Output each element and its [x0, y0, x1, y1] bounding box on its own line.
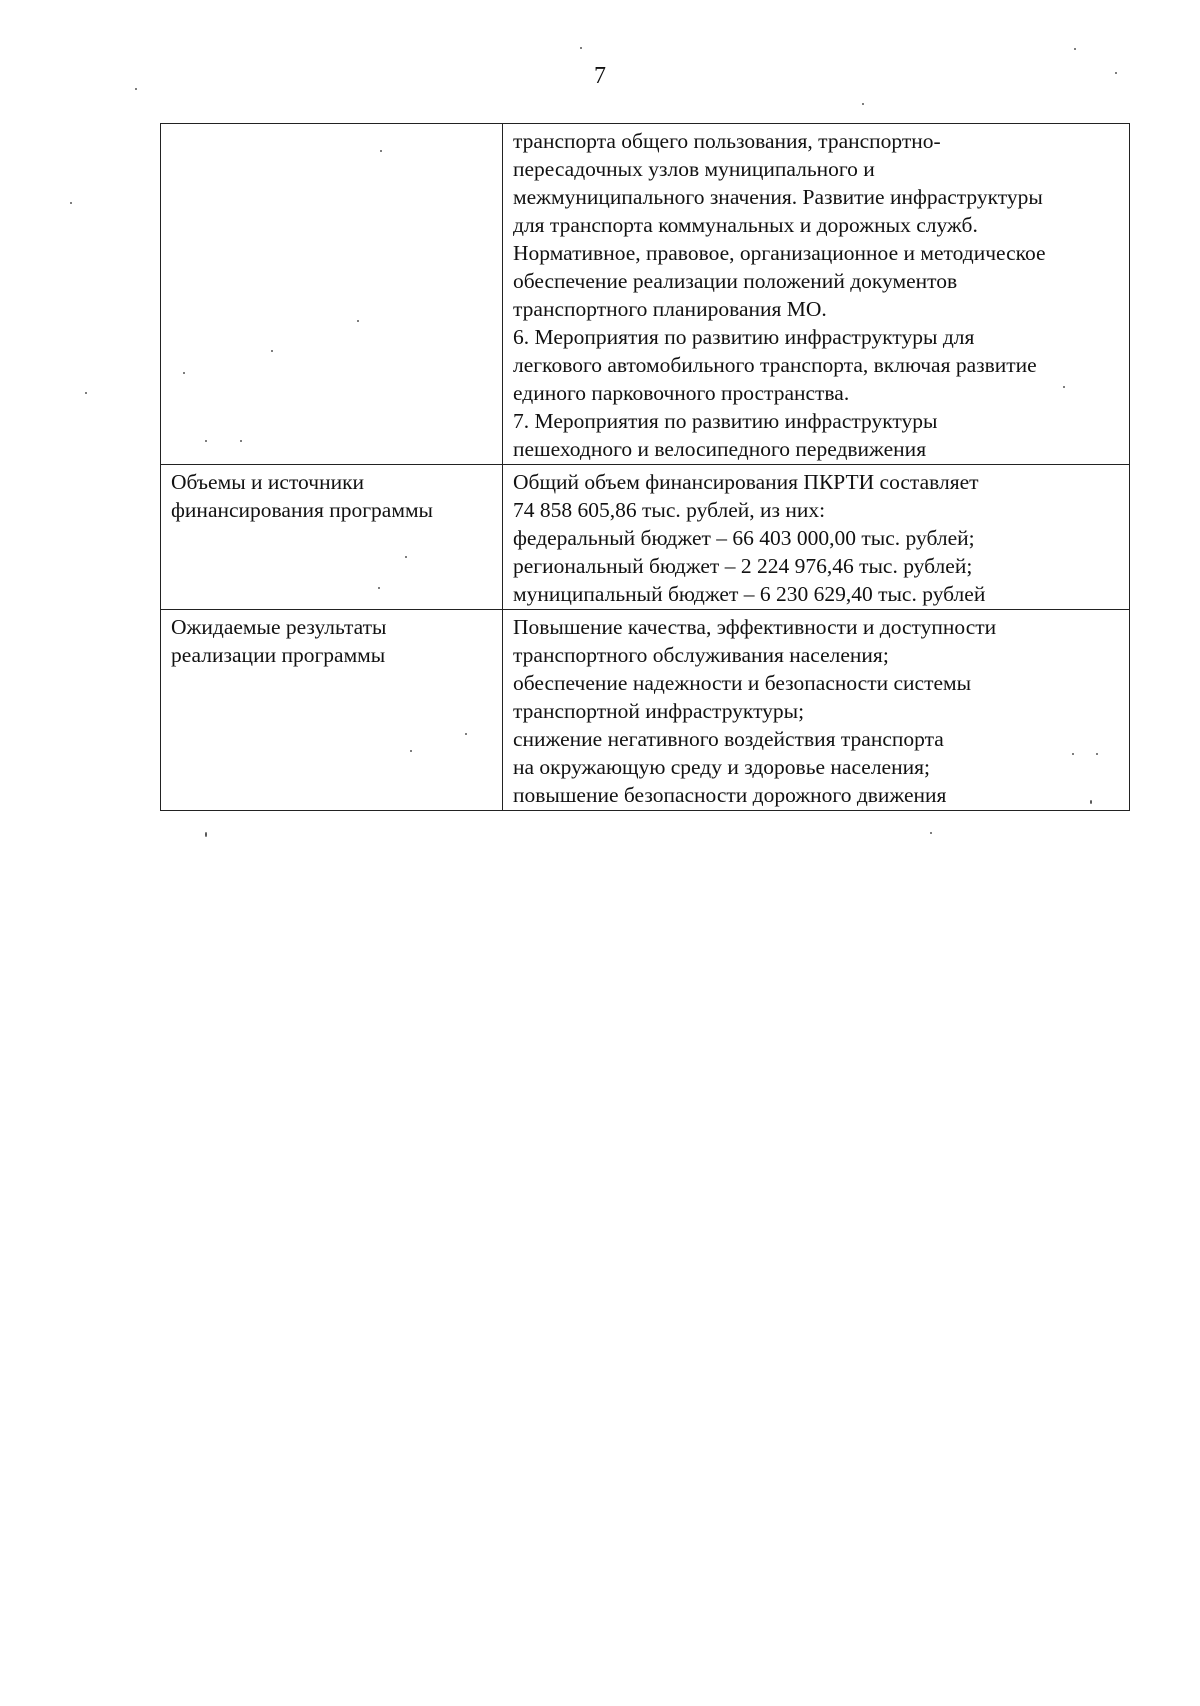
- content-line: 74 858 605,86 тыс. рублей, из них:: [513, 498, 826, 522]
- content-line: 6. Мероприятия по развитию инфраструктуры для: [513, 325, 975, 349]
- content-line: межмуниципального значения. Развитие инфраструктуры: [513, 185, 1043, 209]
- scan-speck: [1063, 386, 1065, 388]
- scan-speck: [357, 320, 359, 322]
- table-row-results: [161, 610, 1130, 811]
- label-line: финансирования программы: [171, 498, 433, 522]
- scan-speck: [405, 556, 407, 558]
- scan-speck: [378, 587, 380, 589]
- content-cell-activities: [503, 124, 1130, 465]
- content-line: обеспечение реализации положений документов: [513, 269, 958, 293]
- content-line: пересадочных узлов муниципального и: [513, 157, 875, 181]
- label-cell-activities: [161, 124, 503, 465]
- content-line: Нормативное, правовое, организационное и методическое: [513, 241, 1046, 265]
- content-line: для транспорта коммунальных и дорожных служб.: [513, 213, 978, 237]
- table-row-financing: [161, 465, 1130, 610]
- label-cell-results: [161, 610, 503, 811]
- content-line: повышение безопасности дорожного движения: [513, 783, 947, 807]
- scan-speck: [70, 202, 72, 204]
- content-cell-results: [503, 610, 1130, 811]
- content-line: на окружающую среду и здоровье населения;: [513, 755, 930, 779]
- program-passport-table: [160, 123, 1130, 811]
- content-line: снижение негативного воздействия транспорта: [513, 727, 944, 751]
- content-line: обеспечение надежности и безопасности системы: [513, 671, 972, 695]
- scan-speck: [1072, 753, 1074, 755]
- label-line: реализации программы: [171, 643, 386, 667]
- content-line: Повышение качества, эффективности и доступности: [513, 615, 997, 639]
- scan-speck: [205, 832, 207, 837]
- scan-speck: [135, 88, 137, 90]
- scan-speck: [1090, 800, 1092, 804]
- content-line: пешеходного и велосипедного передвижения: [513, 437, 927, 461]
- scan-speck: [271, 350, 273, 352]
- label-cell-financing: [161, 465, 503, 610]
- scan-speck: [183, 372, 185, 374]
- scan-speck: [1115, 72, 1117, 74]
- table-row-activities: [161, 124, 1130, 465]
- content-line: федеральный бюджет – 66 403 000,00 тыс. рублей;: [513, 526, 975, 550]
- content-line: региональный бюджет – 2 224 976,46 тыс. рублей;: [513, 554, 973, 578]
- content-line: транспорта общего пользования, транспортно-: [513, 129, 941, 153]
- scan-speck: [85, 392, 87, 394]
- label-line: Ожидаемые результаты: [171, 615, 387, 639]
- content-cell-financing: [503, 465, 1130, 610]
- content-line: транспортного обслуживания населения;: [513, 643, 889, 667]
- scan-speck: [410, 750, 412, 752]
- scan-speck: [205, 440, 207, 442]
- scan-speck: [1074, 48, 1076, 50]
- page-number: 7: [594, 63, 606, 89]
- scan-speck: [1096, 753, 1098, 755]
- scan-speck: [240, 440, 242, 442]
- content-line: 7. Мероприятия по развитию инфраструктуры: [513, 409, 938, 433]
- content-line: единого парковочного пространства.: [513, 381, 850, 405]
- scan-speck: [930, 832, 932, 834]
- scan-speck: [380, 150, 382, 152]
- content-line: транспортного планирования МО.: [513, 297, 827, 321]
- content-line: транспортной инфраструктуры;: [513, 699, 805, 723]
- scan-speck: [580, 47, 582, 49]
- content-line: легкового автомобильного транспорта, включая развитие: [513, 353, 1037, 377]
- scan-speck: [465, 733, 467, 735]
- content-line: Общий объем финансирования ПКРТИ составляет: [513, 470, 979, 494]
- content-line: муниципальный бюджет – 6 230 629,40 тыс. рублей: [513, 582, 986, 606]
- scan-speck: [862, 103, 864, 105]
- label-line: Объемы и источники: [171, 470, 365, 494]
